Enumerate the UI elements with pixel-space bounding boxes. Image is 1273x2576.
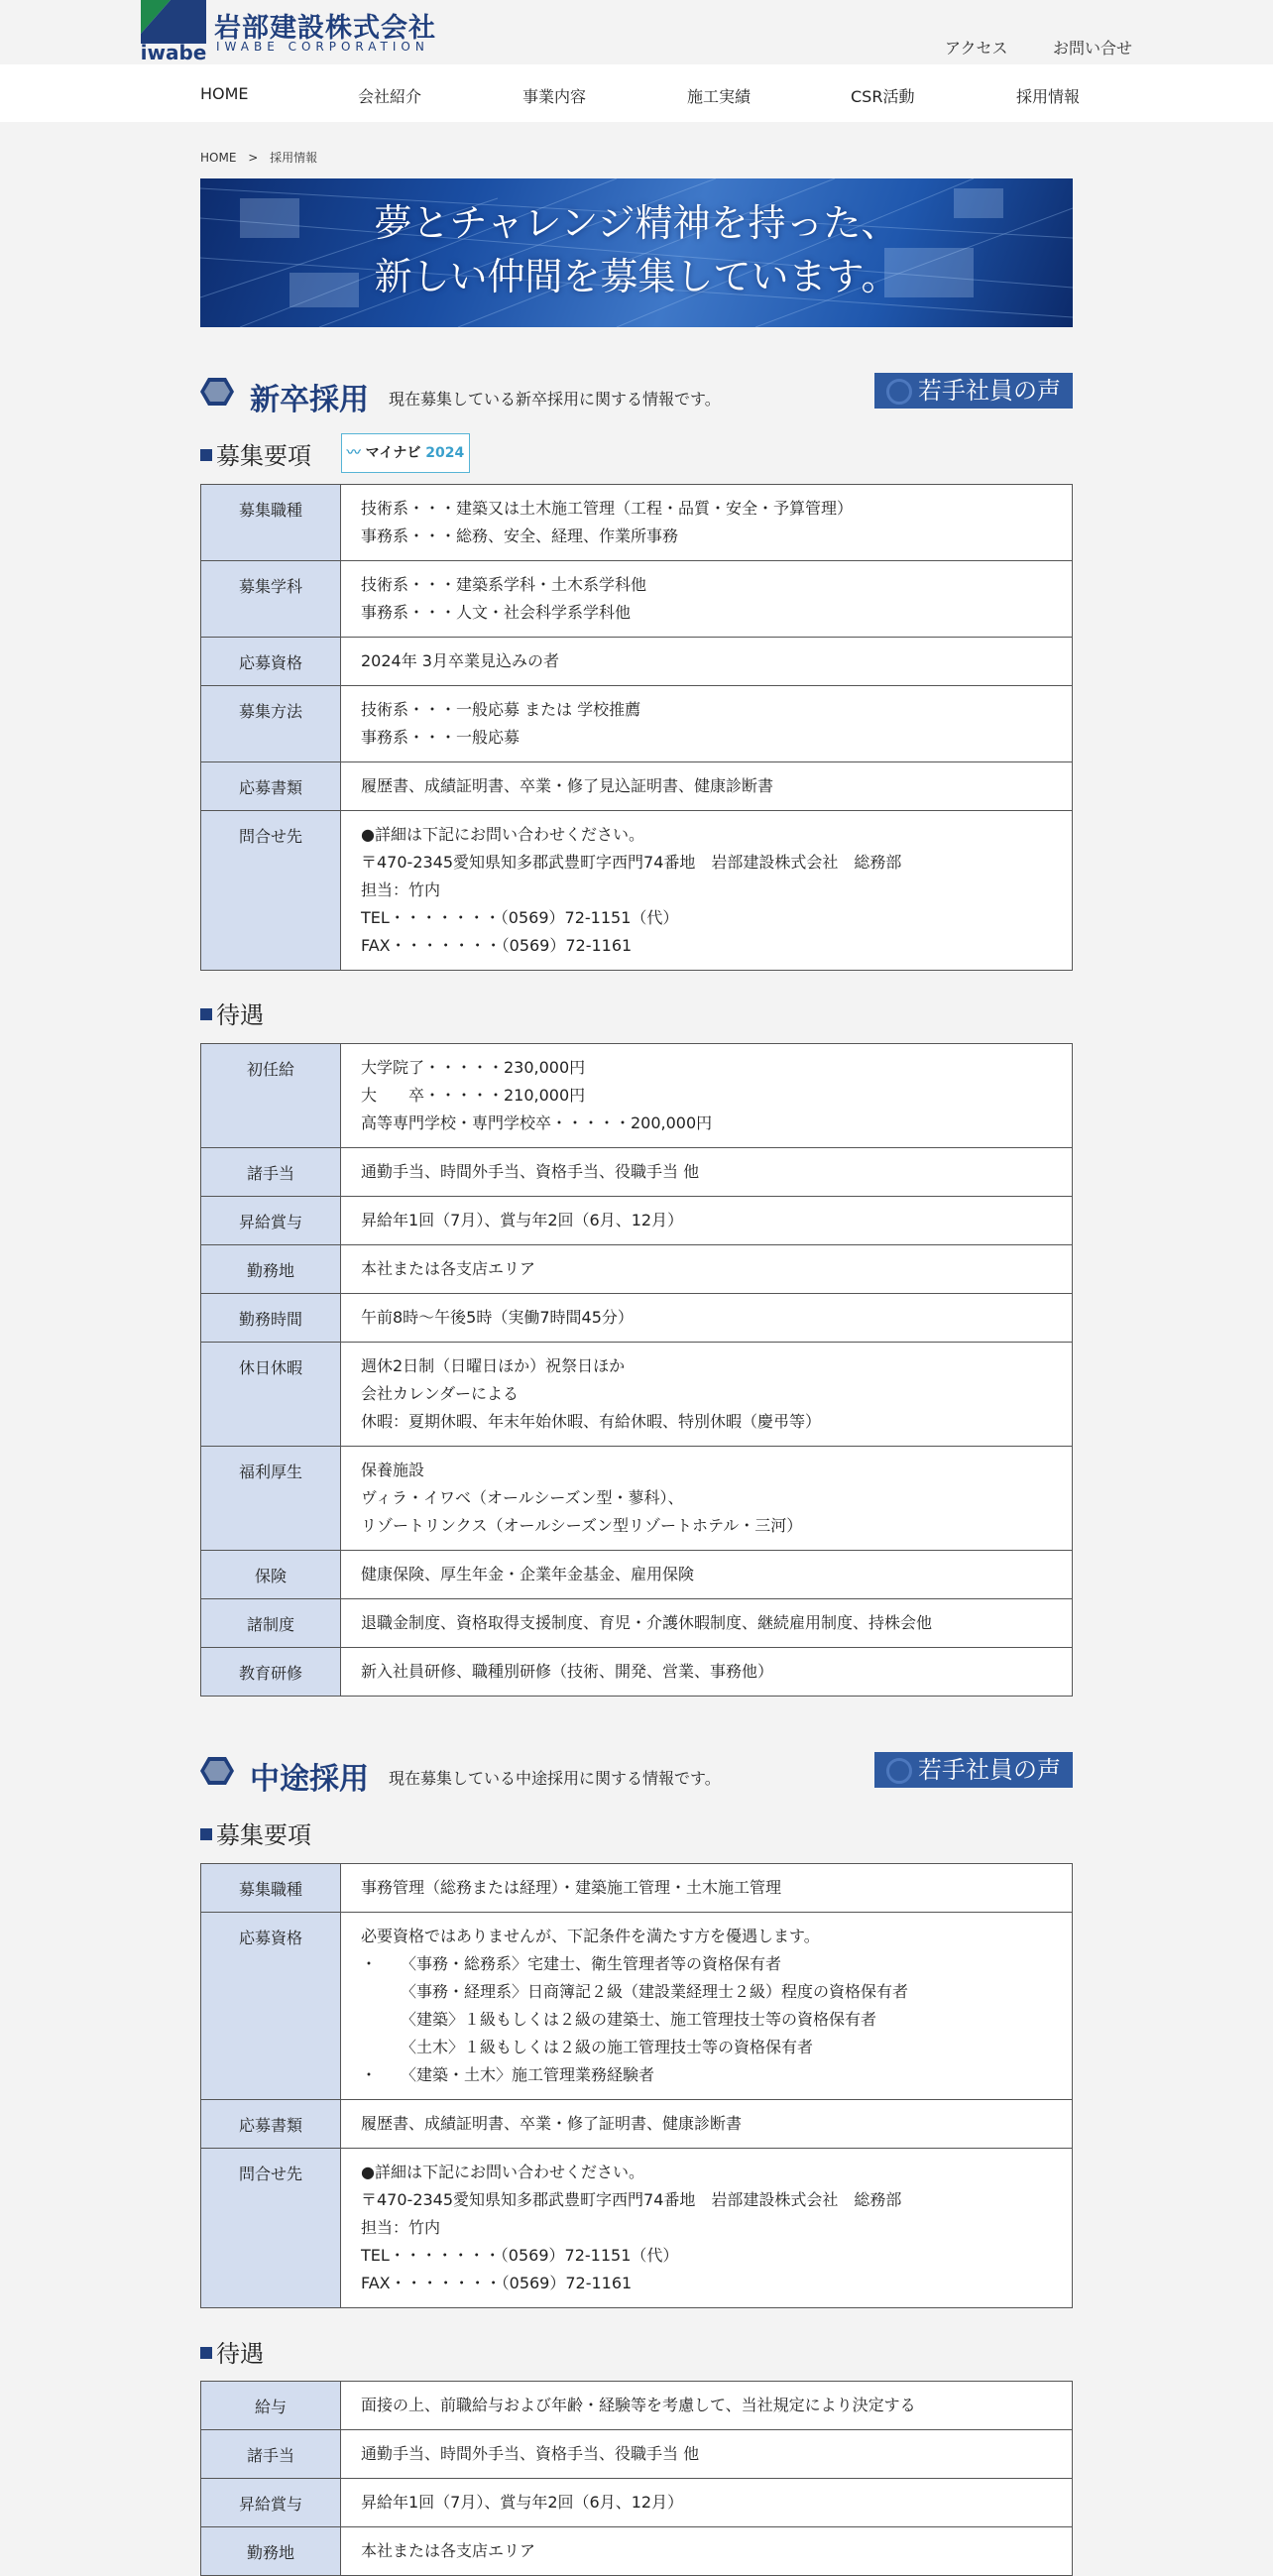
value-line: 必要資格ではありませんが、下記条件を満たす方を優遇します。 (361, 1927, 820, 1945)
row-value (341, 686, 1073, 762)
row-label: 初任給 (201, 1044, 341, 1148)
breadcrumb-home[interactable]: HOME (200, 151, 237, 165)
row-label: 応募資格 (201, 638, 341, 686)
table-row (201, 2382, 1073, 2430)
table-row (201, 638, 1073, 686)
nav-home[interactable]: HOME (200, 84, 249, 103)
value-line: ・ 〈建築・土木〉施工管理業務経験者 (361, 2065, 655, 2084)
row-value (341, 1044, 1073, 1148)
value-line: 履歴書、成績証明書、卒業・修了証明書、健康診断書 (361, 2114, 743, 2133)
mynavi-2024-banner[interactable]: 〰 マイナビ 2024 (341, 433, 470, 473)
newgrad-benefits-table (200, 1043, 1073, 1697)
row-value (341, 2430, 1073, 2479)
hero-line-1: 夢とチャレンジ精神を持った、 (374, 201, 899, 245)
value-line: ●詳細は下記にお問い合わせください。 (361, 825, 644, 844)
row-label: 問合せ先 (201, 811, 341, 971)
row-value (341, 1343, 1073, 1447)
midcareer-section-header (200, 1752, 1073, 1797)
value-line: TEL・・・・・・・（0569）72-1151（代） (361, 2246, 679, 2265)
ring-icon (886, 379, 912, 405)
table-row (201, 1044, 1073, 1148)
row-value (341, 1294, 1073, 1343)
value-line: 本社または各支店エリア (361, 1259, 536, 1278)
midcareer-subtitle: 現在募集している中途採用に関する情報です。 (389, 1769, 721, 1788)
value-line: 昇給年1回（7月）、賞与年2回（6月、12月） (361, 2493, 684, 2512)
row-value (341, 2382, 1073, 2430)
row-value (341, 2100, 1073, 2149)
hexagon-icon (200, 377, 234, 407)
nav-company[interactable]: 会社紹介 (358, 87, 422, 106)
hero-line-2: 新しい仲間を募集しています。 (374, 255, 899, 298)
row-label: 勤務地 (201, 1245, 341, 1294)
row-label: 問合せ先 (201, 2149, 341, 2308)
midcareer-benefits-table (200, 2381, 1073, 2576)
young-staff-voice-button[interactable]: 若手社員の声 (874, 1752, 1073, 1788)
table-row (201, 1599, 1073, 1648)
row-label: 応募書類 (201, 762, 341, 811)
row-label: 応募書類 (201, 2100, 341, 2149)
value-line: 通勤手当、時間外手当、資格手当、役職手当 他 (361, 1162, 700, 1181)
newgrad-requirements-table (200, 484, 1073, 971)
table-row (201, 762, 1073, 811)
top-bar (0, 0, 1273, 64)
table-row (201, 2479, 1073, 2527)
value-line: 担当：竹内 (361, 2218, 441, 2237)
square-bullet-icon (200, 2347, 212, 2359)
table-row (201, 485, 1073, 561)
row-value (341, 762, 1073, 811)
row-label: 募集学科 (201, 561, 341, 638)
logo-japanese: 岩部建設株式会社 (214, 13, 436, 44)
midcareer-requirements-heading: 募集要項 (200, 1815, 311, 1850)
table-row (201, 1864, 1073, 1913)
row-value (341, 1148, 1073, 1197)
row-label: 昇給賞与 (201, 1197, 341, 1245)
row-value (341, 811, 1073, 971)
row-value (341, 1551, 1073, 1599)
row-label: 保険 (201, 1551, 341, 1599)
row-value (341, 2527, 1073, 2576)
midcareer-title: 中途採用 (250, 1762, 369, 1797)
nav-business[interactable]: 事業内容 (522, 87, 587, 106)
square-bullet-icon (200, 449, 212, 461)
access-link[interactable]: アクセス (945, 39, 1008, 58)
value-line: 本社または各支店エリア (361, 2541, 536, 2560)
row-value (341, 1913, 1073, 2100)
main-nav (0, 64, 1273, 122)
svg-text:iwabe: iwabe (141, 41, 206, 61)
value-line: 週休2日制（日曜日ほか）祝祭日ほか (361, 1356, 626, 1375)
value-line: FAX・・・・・・・（0569）72-1161 (361, 936, 633, 955)
value-line: ・ 〈事務・総務系〉宅建士、衛生管理者等の資格保有者 (361, 1954, 782, 1973)
value-line: 〒470-2345愛知県知多郡武豊町字西門74番地 岩部建設株式会社 総務部 (361, 2190, 902, 2209)
row-value (341, 1447, 1073, 1551)
row-label: 福利厚生 (201, 1447, 341, 1551)
hero-copy (200, 196, 1073, 303)
row-label: 教育研修 (201, 1648, 341, 1697)
young-staff-voice-button[interactable]: 若手社員の声 (874, 373, 1073, 409)
row-label: 休日休暇 (201, 1343, 341, 1447)
row-label: 諸手当 (201, 1148, 341, 1197)
nav-csr[interactable]: CSR活動 (851, 87, 915, 106)
value-line: FAX・・・・・・・（0569）72-1161 (361, 2274, 633, 2292)
contact-link[interactable]: お問い合せ (1053, 39, 1133, 58)
row-label: 募集方法 (201, 686, 341, 762)
value-line: 保養施設 (361, 1461, 425, 1479)
value-line: 事務管理（総務または経理）・建築施工管理・土木施工管理 (361, 1878, 782, 1897)
value-line: 面接の上、前職給与および年齢・経験等を考慮して、当社規定により決定する (361, 2396, 916, 2414)
table-row (201, 1343, 1073, 1447)
value-line: ●詳細は下記にお問い合わせください。 (361, 2163, 644, 2181)
ring-icon (886, 1758, 912, 1784)
row-value (341, 1197, 1073, 1245)
value-line: 技術系・・・建築系学科・土木系学科他 (361, 575, 647, 594)
table-row (201, 2527, 1073, 2576)
row-label: 募集職種 (201, 1864, 341, 1913)
table-row (201, 2149, 1073, 2308)
value-line: 担当：竹内 (361, 880, 441, 899)
company-logo[interactable] (141, 0, 436, 61)
row-value (341, 1245, 1073, 1294)
newgrad-benefits-heading: 待遇 (200, 995, 264, 1030)
value-line: 〈土木〉１級もしくは２級の施工管理技士等の資格保有者 (361, 2038, 814, 2056)
row-value (341, 485, 1073, 561)
row-label: 給与 (201, 2382, 341, 2430)
row-value (341, 1864, 1073, 1913)
row-value (341, 1599, 1073, 1648)
value-line: 昇給年1回（7月）、賞与年2回（6月、12月） (361, 1211, 684, 1229)
row-value (341, 2149, 1073, 2308)
value-line: 〈事務・経理系〉日商簿記２級（建設業経理士２級）程度の資格保有者 (361, 1982, 909, 2001)
table-row (201, 686, 1073, 762)
value-line: 事務系・・・人文・社会科学系学科他 (361, 603, 632, 622)
value-line: 健康保険、厚生年金・企業年金基金、雇用保険 (361, 1565, 695, 1583)
table-row (201, 1148, 1073, 1197)
square-bullet-icon (200, 1008, 212, 1020)
table-row (201, 1913, 1073, 2100)
row-label: 諸制度 (201, 1599, 341, 1648)
breadcrumb-current: 採用情報 (270, 151, 318, 165)
table-row (201, 1551, 1073, 1599)
value-line: リゾートリンクス（オールシーズン型リゾートホテル・三河） (361, 1516, 803, 1535)
table-row (201, 2100, 1073, 2149)
table-row (201, 1197, 1073, 1245)
nav-works[interactable]: 施工実績 (687, 87, 752, 106)
value-line: 新入社員研修、職種別研修（技術、開発、営業、事務他） (361, 1662, 774, 1681)
value-line: 午前8時～午後5時（実働7時間45分） (361, 1308, 634, 1327)
midcareer-requirements-table (200, 1863, 1073, 2308)
value-line: 技術系・・・建築又は土木施工管理（工程・品質・安全・予算管理） (361, 499, 854, 518)
nav-recruit[interactable]: 採用情報 (1016, 87, 1081, 106)
logo-english: IWABE CORPORATION (216, 40, 429, 54)
table-row (201, 561, 1073, 638)
hexagon-icon (200, 1756, 234, 1786)
value-line: 〒470-2345愛知県知多郡武豊町字西門74番地 岩部建設株式会社 総務部 (361, 853, 902, 872)
value-line: 大 卒・・・・・210,000円 (361, 1086, 586, 1105)
table-row (201, 1648, 1073, 1697)
value-line: 大学院了・・・・・230,000円 (361, 1058, 586, 1077)
row-label: 昇給賞与 (201, 2479, 341, 2527)
value-line: 〈建築〉１級もしくは２級の建築士、施工管理技士等の資格保有者 (361, 2010, 877, 2029)
table-row (201, 1447, 1073, 1551)
row-value (341, 638, 1073, 686)
row-value (341, 1648, 1073, 1697)
newgrad-title: 新卒採用 (250, 383, 369, 417)
breadcrumb (200, 149, 325, 166)
value-line: 高等専門学校・専門学校卒・・・・・200,000円 (361, 1113, 713, 1132)
value-line: 技術系・・・一般応募 または 学校推薦 (361, 700, 641, 719)
value-line: 2024年 3月卒業見込みの者 (361, 651, 559, 670)
row-label: 応募資格 (201, 1913, 341, 2100)
logo-mark-icon (141, 0, 206, 61)
table-row (201, 1294, 1073, 1343)
row-value (341, 561, 1073, 638)
midcareer-benefits-heading: 待遇 (200, 2334, 264, 2369)
square-bullet-icon (200, 1828, 212, 1840)
newgrad-section-header (200, 373, 1073, 417)
value-line: 休暇：夏期休暇、年末年始休暇、有給休暇、特別休暇（慶弔等） (361, 1412, 822, 1431)
row-label: 勤務時間 (201, 1294, 341, 1343)
newgrad-requirements-heading: 募集要項 (200, 436, 311, 471)
hero-banner (200, 178, 1073, 327)
newgrad-subtitle: 現在募集している新卒採用に関する情報です。 (389, 390, 721, 409)
value-line: TEL・・・・・・・（0569）72-1151（代） (361, 908, 679, 927)
row-label: 勤務地 (201, 2527, 341, 2576)
row-label: 諸手当 (201, 2430, 341, 2479)
table-row (201, 1245, 1073, 1294)
table-row (201, 811, 1073, 971)
value-line: 退職金制度、資格取得支援制度、育児・介護休暇制度、継続雇用制度、持株会他 (361, 1613, 933, 1632)
value-line: 履歴書、成績証明書、卒業・修了見込証明書、健康診断書 (361, 776, 774, 795)
value-line: ヴィラ・イワベ（オールシーズン型・蓼科）、 (361, 1488, 684, 1507)
breadcrumb-sep: > (248, 151, 259, 165)
row-value (341, 2479, 1073, 2527)
value-line: 事務系・・・一般応募 (361, 728, 521, 747)
value-line: 会社カレンダーによる (361, 1384, 519, 1403)
value-line: 事務系・・・総務、安全、経理、作業所事務 (361, 527, 679, 545)
table-row (201, 2430, 1073, 2479)
row-label: 募集職種 (201, 485, 341, 561)
value-line: 通勤手当、時間外手当、資格手当、役職手当 他 (361, 2444, 700, 2463)
